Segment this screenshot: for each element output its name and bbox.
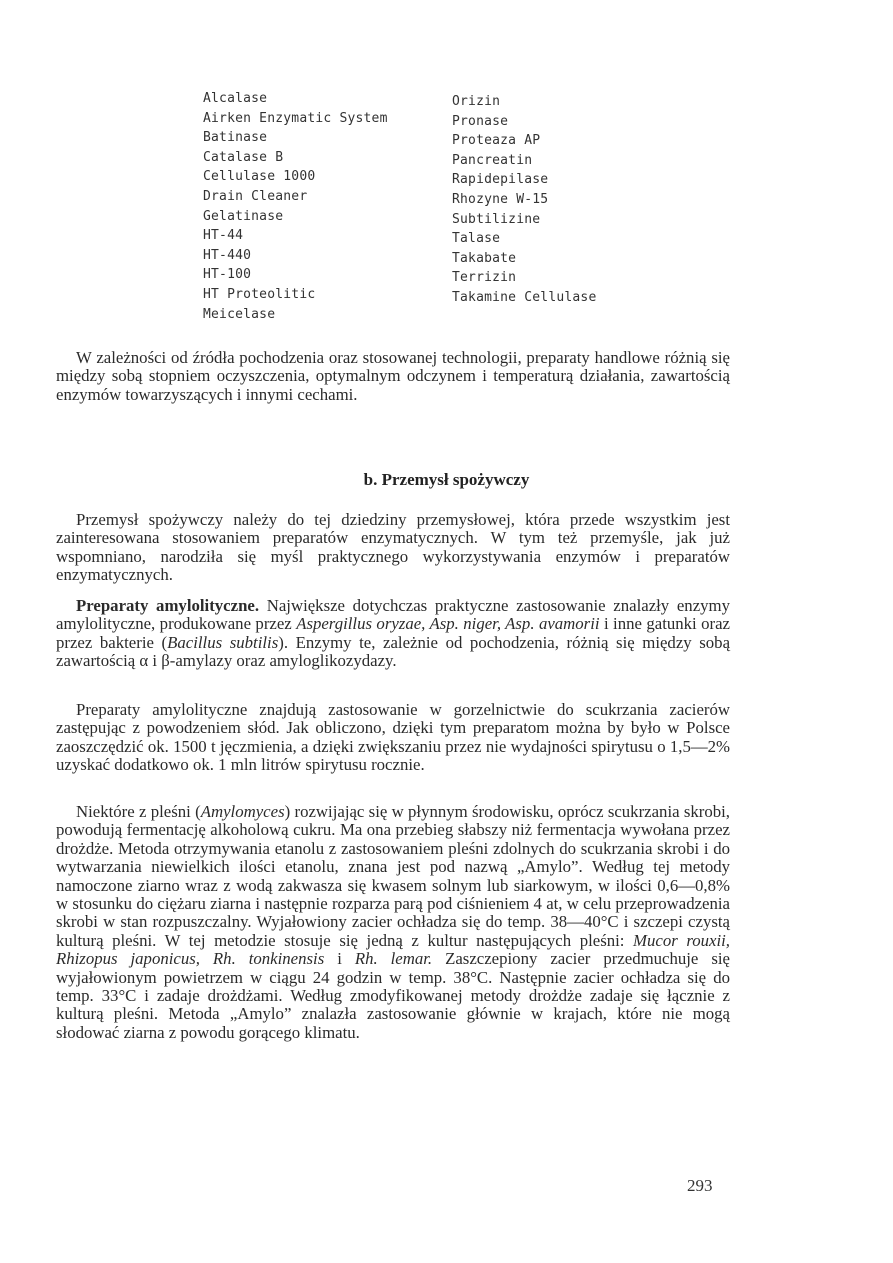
enzyme-name: Airken Enzymatic System [203, 110, 388, 126]
enzyme-name: Catalase B [203, 149, 284, 165]
enzyme-name: Terrizin [452, 270, 517, 286]
enzyme-name: Subtilizine [452, 211, 541, 227]
species-names: Amylomyces [200, 802, 285, 821]
species-names: Rh. lemar. [354, 949, 433, 969]
amylolytic-paragraph [56, 597, 730, 671]
enzyme-name: Rhozyne W-15 [452, 191, 549, 207]
enzyme-list-left [203, 89, 388, 324]
intro-paragraph: W zależności od źródła pochodzenia oraz stosowanej technologii, preparaty handlowe różnią się między sobą stopniem oczyszczenia, optymalnym odczynem i temperaturą działania, zawartością enzymów towarzyszących i innymi cechami. [56, 348, 730, 404]
enzyme-name: HT-44 [203, 228, 244, 244]
page-number: 293 [687, 1176, 713, 1195]
enzyme-name: Takabate [452, 250, 517, 266]
text-run: i inne gatunki oraz przez bakterie ( [56, 614, 730, 652]
enzyme-name: Proteaza AP [452, 133, 541, 149]
enzyme-name: Takamine Cellulase [452, 289, 597, 305]
enzyme-name: Rapidepilase [452, 172, 549, 188]
enzyme-name: Pronase [452, 113, 509, 129]
amylolytic-lead: Preparaty amylolityczne. [76, 596, 260, 615]
species-names: Mucor rouxii, Rhizopus japonicus, Rh. tonkinensis [56, 930, 730, 969]
text-run: ) rozwijając się w płynnym środowisku, oprócz scukrzania skrobi, powodują fermentację alkoholową cukru. Ma ona przebieg słabszy niż fermentacja wywołana przez drożdże. Metoda otrzymywania etanolu z zastosowaniem pleśni zdolnych do scukrzania skrobi i do wytwarzania niewielkich ilości etanolu, znana jest pod nazwą „Amylo”. Według tej metody namoczone ziarno wraz z wodą zakwasza się kwasem solnym lub siarkowym, w ilości 0,6—0,8% w stosunku do ciężaru ziarna i następnie rozparza parą pod ciśnieniem 4 at, w celu przeprowadzenia skrobi w stan rozpuszczalny. Wyjałowiony zacier ochładza się do temp. 38—40°C i szczepi czystą kulturą pleśni. W tej metodzie stosuje się jedną z kultur następujących pleśni: [56, 802, 731, 950]
enzyme-name: Batinase [203, 130, 268, 146]
text-run: Największe dotychczas praktyczne zastosowanie znalazły enzymy amylolityczne, produkowane przez [56, 596, 730, 634]
species-names: Bacillus subtilis [167, 632, 279, 652]
enzyme-name: Cellulase 1000 [203, 169, 316, 185]
distillery-paragraph: Preparaty amylolityczne znajdują zastosowanie w gorzelnictwie do scukrzania zacierów zastępując z powodzeniem słód. Jak obliczono, dzięki tym preparatom można by było w Polsce zaoszczędzić ok. 1500 t jęczmienia, a dzięki zwiększaniu przez nie wydajności spirytusu o 1,5—2% uzyskać dodatkowo ok. 1 mln litrów spirytusu rocznie. [56, 700, 730, 775]
enzyme-name: Alcalase [203, 91, 268, 106]
enzyme-list-right [452, 92, 596, 308]
species-names: Aspergillus oryzae, Asp. niger, Asp. avamorii [296, 614, 600, 634]
enzyme-name: HT Proteolitic [203, 286, 316, 302]
food-industry-paragraph: Przemysł spożywczy należy do tej dziedziny przemysłowej, która przede wszystkim jest zainteresowana stosowaniem preparatów enzymatycznych. W tym też przemyśle, jak już wspomniano, narodziła się myśl praktycznego wykorzystywania enzymów i preparatów enzymatycznych. [56, 510, 730, 585]
enzyme-name: Pancreatin [452, 152, 533, 168]
enzyme-name: Talase [452, 231, 501, 247]
text-run: i [324, 949, 355, 969]
enzyme-name: Meicelase [203, 306, 276, 322]
enzyme-name: HT-100 [203, 267, 252, 283]
enzyme-name: HT-440 [203, 247, 252, 263]
enzyme-name: Gelatinase [203, 208, 284, 224]
amylo-method-paragraph [56, 803, 730, 1042]
enzyme-name: Drain Cleaner [203, 188, 308, 204]
text-run: Zaszczepiony zacier przedmuchuje się wyjałowionym powietrzem w ciągu 24 godzin w temp. 38°C. Następnie zacier ochładza się do temp. 33°C i zadaje drożdżami. Według zmodyfikowanej metody drożdże zadaje się łącznie z kulturą pleśni. Metoda „Amylo” znalazła zastosowanie głównie w krajach, które nie mogą słodować ziarna z powodu gorącego klimatu. [56, 949, 730, 1042]
section-heading: b. Przemysł spożywczy [363, 470, 530, 489]
text-run: Niektóre z pleśni ( [76, 802, 201, 821]
text-run: ). Enzymy te, zależnie od pochodzenia, różnią się między sobą zawartością α i β-amylazy oraz amyloglikozydazy. [56, 632, 731, 671]
enzyme-name: Orizin [452, 94, 501, 109]
